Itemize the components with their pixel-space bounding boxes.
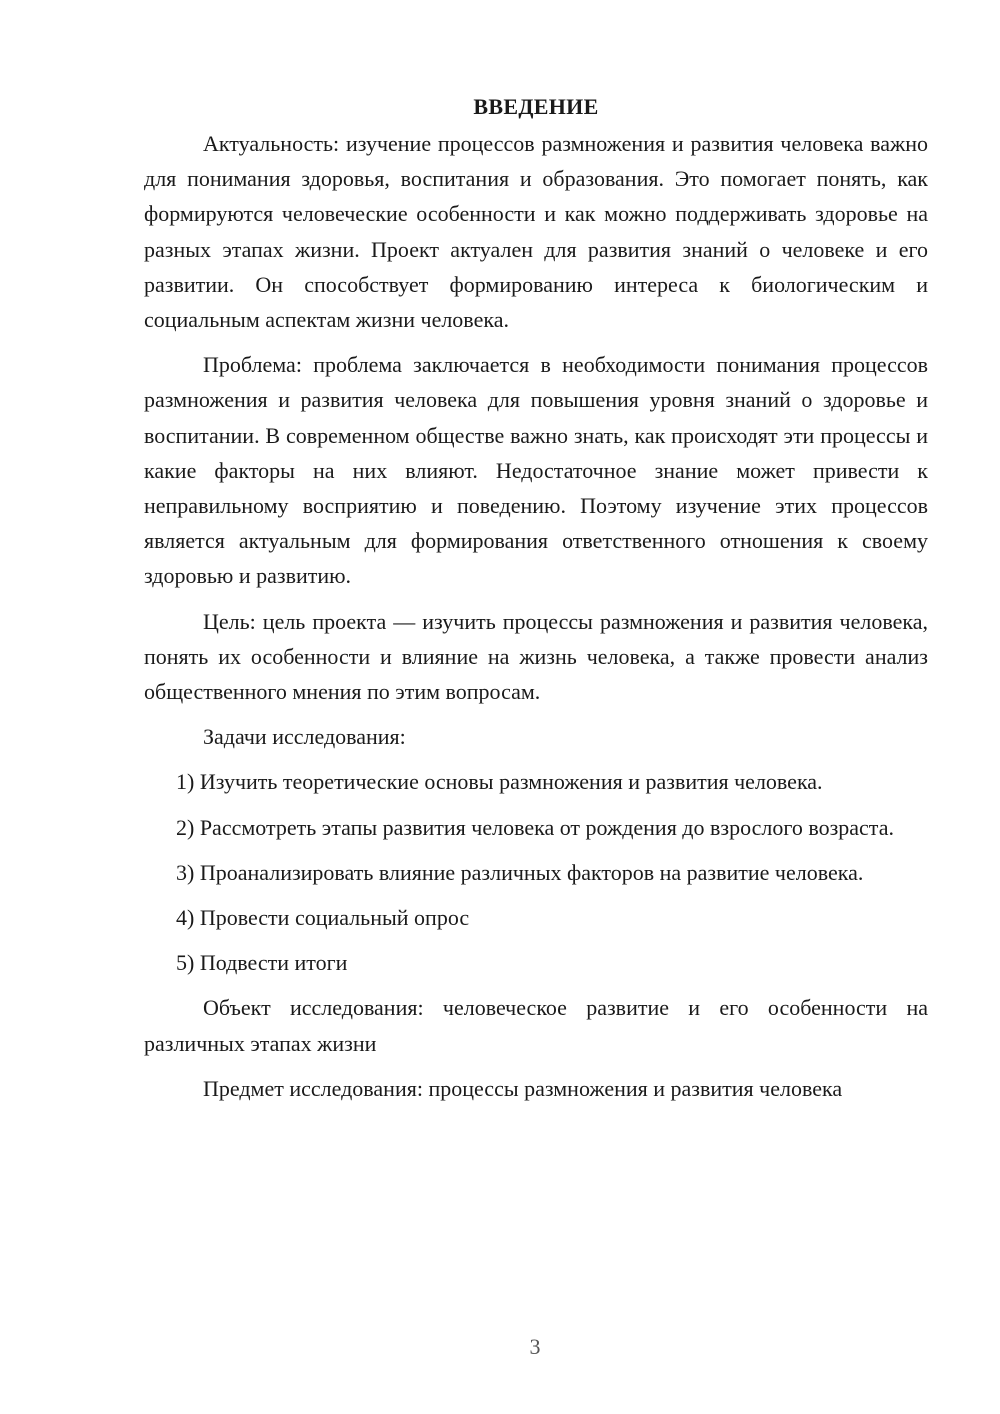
problem-paragraph: Проблема: проблема заключается в необходимости понимания процессов размножения и развития человека для повышения уровня знаний о здоровье и воспитании. В современном обществе важно знать, как происходят эти процессы и какие факторы на них влияют. Недостаточное знание может привести к неправильному восприятию и поведению. Поэтому изучение этих процессов является актуальным для формирования ответственного отношения к своему здоровью и развитию. — [144, 352, 928, 589]
relevance-paragraph: Актуальность: изучение процессов размножения и развития человека важно для понимания здоровья, воспитания и образования. Это помогает понять, как формируются человеческие особенности и как можно поддерживать здоровье на разных этапах жизни. Проект актуален для развития знаний о человеке и его развитии. Он способствует формированию интереса к биологическим и социальным аспектам жизни человека. — [144, 131, 928, 333]
object-paragraph: Объект исследования: человеческое развитие и его особенности на различных этапах жизни — [144, 995, 928, 1056]
tasks-heading: Задачи исследования: — [203, 724, 406, 750]
goal-paragraph: Цель: цель проекта — изучить процессы размножения и развития человека, понять их особенности и влияние на жизнь человека, а также провести анализ общественного мнения по этим вопросам. — [144, 608, 928, 705]
page-title: ВВЕДЕНИЕ — [473, 94, 599, 119]
task-item-5: 5) Подвести итоги — [176, 950, 348, 976]
task-item-4: 4) Провести социальный опрос — [176, 905, 470, 931]
task-item-2: 2) Рассмотреть этапы развития человека от рождения до взрослого возраста. — [176, 814, 894, 840]
task-item-1: 1) Изучить теоретические основы размножения и развития человека. — [176, 769, 823, 795]
page-number: 3 — [529, 1334, 541, 1359]
task-item-3: 3) Проанализировать влияние различных факторов на развитие человека. — [176, 859, 864, 885]
subject-paragraph: Предмет исследования: процессы размножения и развития человека — [203, 1075, 843, 1101]
document-page — [144, 92, 928, 1116]
